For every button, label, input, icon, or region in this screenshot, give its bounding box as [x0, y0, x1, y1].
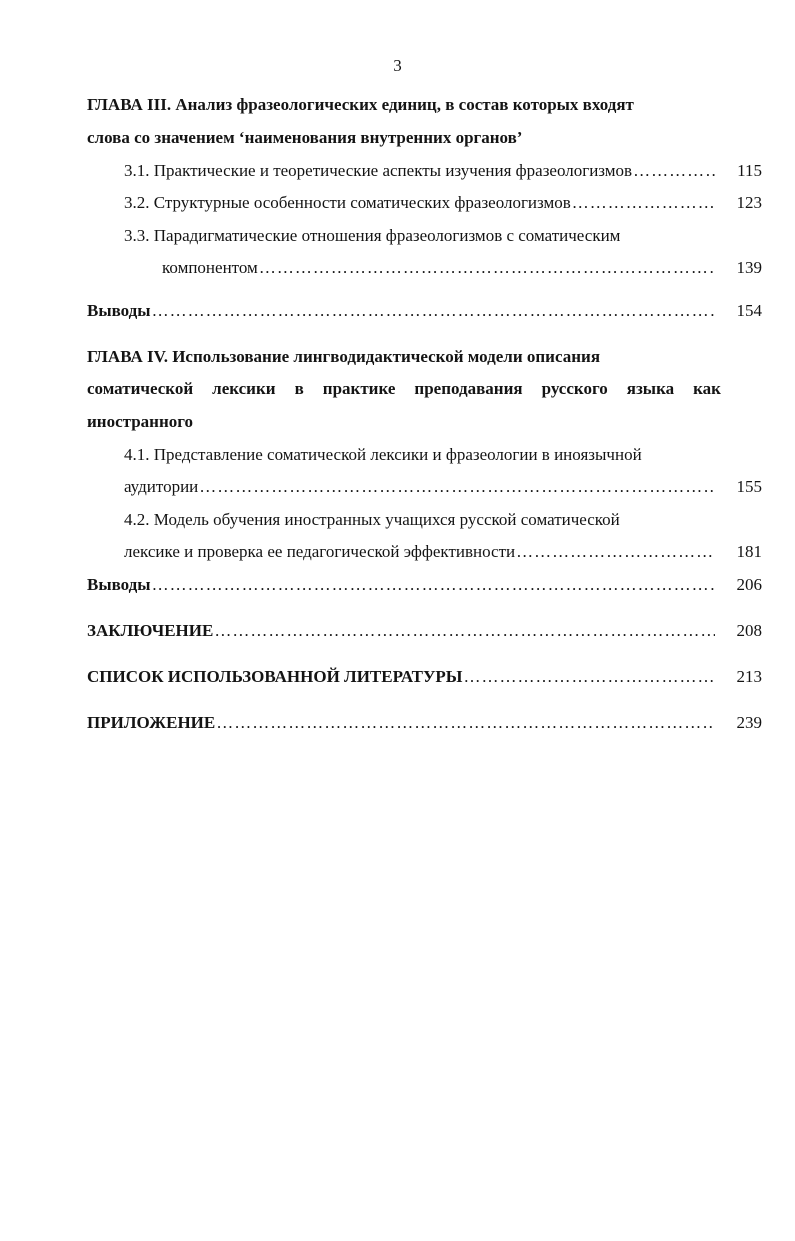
chapter4-title-line2 [87, 378, 721, 400]
toc-entry-3-1[interactable] [124, 160, 762, 182]
toc-entry-bibliography[interactable] [87, 666, 762, 688]
toc-entry-4-2[interactable] [124, 541, 762, 563]
toc-entry-page: 123 [736, 193, 762, 212]
toc-entry-conclusion[interactable] [87, 620, 762, 642]
chapter4-title-line3: иностранного [87, 412, 194, 431]
dot-leader [259, 257, 715, 279]
title-word: русского [541, 379, 608, 398]
dot-leader [214, 620, 715, 642]
page-number: 3 [393, 56, 402, 75]
title-word: в [294, 379, 304, 398]
toc-entry-label: Выводы [87, 301, 151, 320]
toc-entry-label: ЗАКЛЮЧЕНИЕ [87, 621, 214, 640]
title-word: практике [322, 379, 396, 398]
chapter3-title-line1: ГЛАВА III. Анализ фразеологических единиц, в состав которых входят [87, 95, 634, 114]
toc-entry-page: 213 [736, 667, 762, 686]
title-word: лексики [212, 379, 276, 398]
toc-entry-label: 3.2. Структурные особенности соматических фразеологизмов [124, 193, 571, 212]
chapter4-title-line1: ГЛАВА IV. Использование лингводидактической модели описания [87, 347, 601, 366]
toc-entry-label: Выводы [87, 575, 151, 594]
toc-entry-page: 239 [736, 713, 762, 732]
chapter3-title-line2: слова со значением ‘наименования внутренних органов’ [87, 128, 523, 147]
toc-entry-4-2-line1: 4.2. Модель обучения иностранных учащихся русской соматической [124, 510, 620, 529]
toc-entry-3-3[interactable] [162, 257, 762, 279]
title-word: как [693, 379, 721, 398]
dot-leader [152, 300, 715, 322]
title-word: преподавания [414, 379, 523, 398]
toc-entry-page: 139 [736, 258, 762, 277]
toc-entry-page: 206 [736, 575, 762, 594]
toc-entry-page: 181 [736, 542, 762, 561]
toc-entry-page: 208 [736, 621, 762, 640]
toc-entry-label: лексике и проверка ее педагогической эффективности [124, 542, 516, 561]
title-word: языка [626, 379, 675, 398]
toc-entry-page: 154 [736, 301, 762, 320]
dot-leader [216, 712, 715, 734]
toc-entry-label: СПИСОК ИСПОЛЬЗОВАННОЙ ЛИТЕРАТУРЫ [87, 667, 463, 686]
toc-entry-4-1-line1: 4.1. Представление соматической лексики и фразеологии в иноязычной [124, 445, 642, 464]
dot-leader [199, 476, 715, 498]
toc-entry-label: 3.1. Практические и теоретические аспекты изучения фразеологизмов [124, 161, 633, 180]
title-word: соматической [87, 379, 194, 398]
toc-entry-3-2[interactable] [124, 192, 762, 214]
toc-entry-chapter4-conclusions[interactable] [87, 574, 762, 596]
dot-leader [464, 666, 716, 688]
toc-entry-page: 115 [737, 161, 762, 180]
toc-entry-label: ПРИЛОЖЕНИЕ [87, 713, 216, 732]
toc-entry-3-3-line1: 3.3. Парадигматические отношения фразеологизмов с соматическим [124, 226, 621, 245]
toc-entry-appendix[interactable] [87, 712, 762, 734]
dot-leader [516, 541, 715, 563]
toc-entry-chapter3-conclusions[interactable] [87, 300, 762, 322]
toc-entry-label: аудитории [124, 477, 199, 496]
dot-leader [152, 574, 715, 596]
toc-entry-page: 155 [736, 477, 762, 496]
dot-leader [633, 160, 715, 182]
dot-leader [572, 192, 715, 214]
toc-entry-4-1[interactable] [124, 476, 762, 498]
toc-entry-label: компонентом [162, 258, 258, 277]
